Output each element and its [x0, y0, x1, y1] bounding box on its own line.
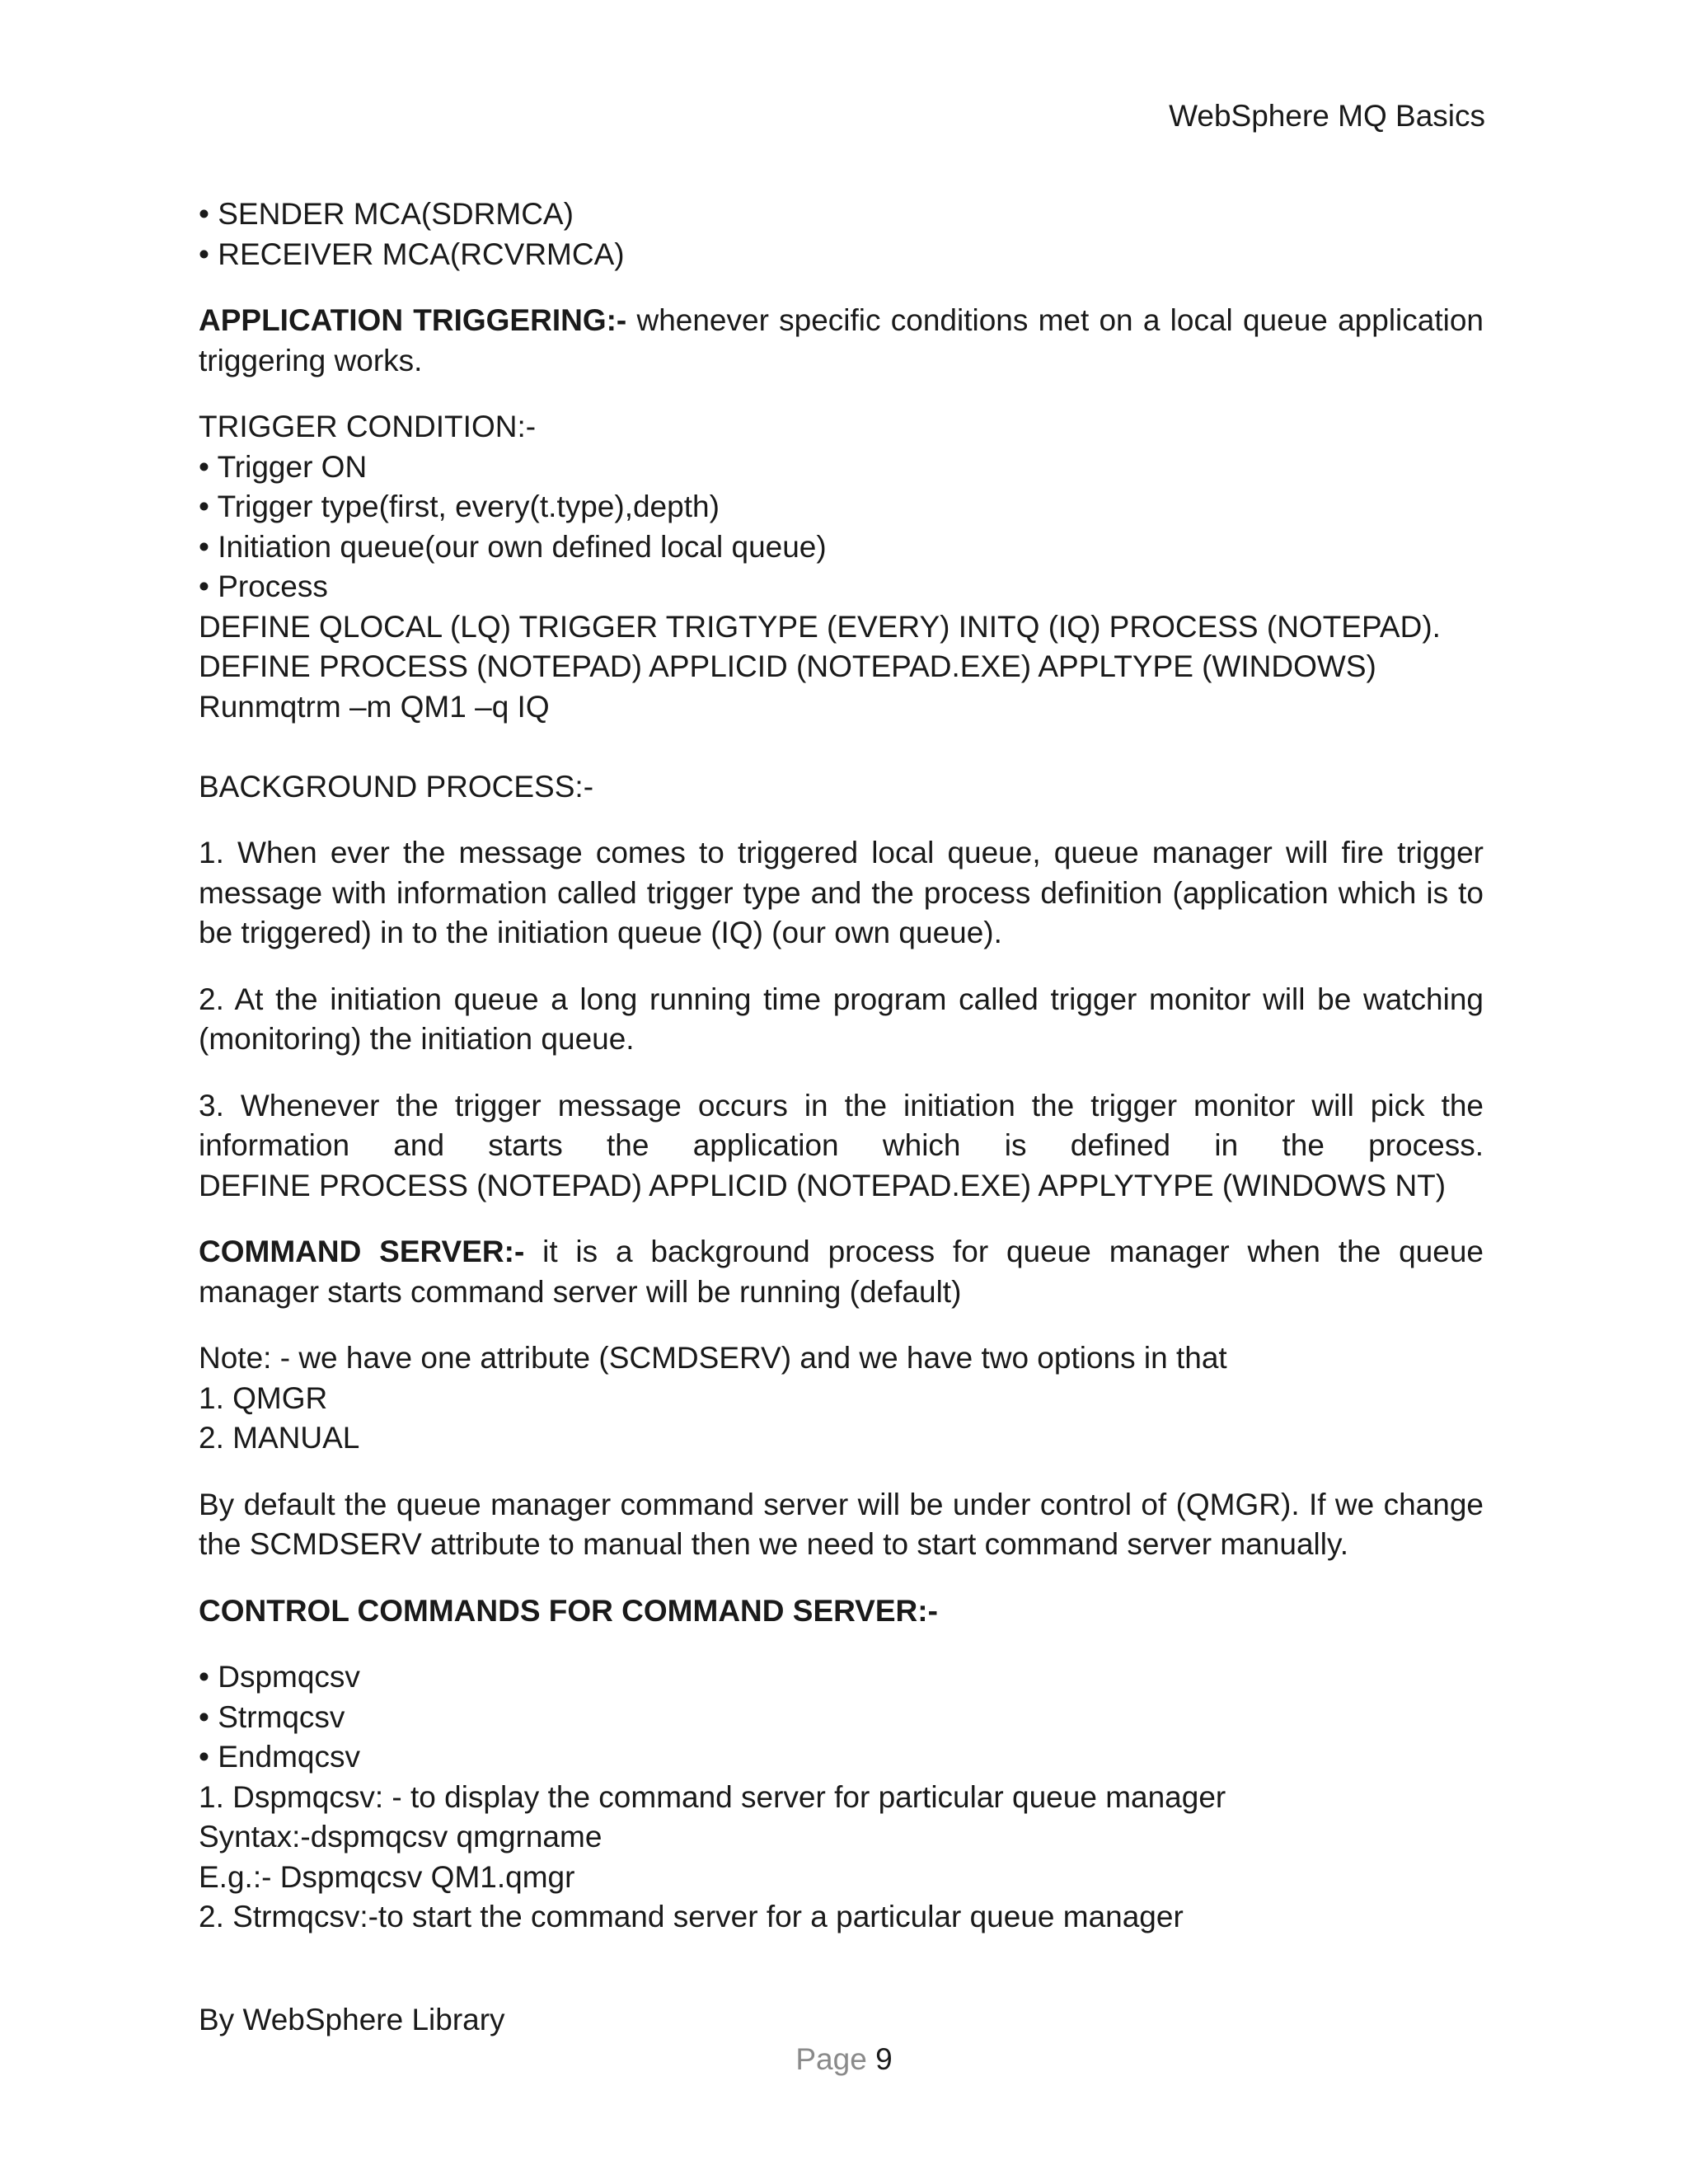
list-item: 2. Strmqcsv:-to start the command server for a particular queue manager: [199, 1900, 1184, 1933]
spacer: [199, 727, 1484, 767]
page-label: Page: [795, 2042, 876, 2076]
default-paragraph: By default the queue manager command server will be under control of (QMGR). If we change the SCMDSERV attribute to manual then we need to start command server manually.: [199, 1487, 1484, 1561]
note-text: Note: - we have one attribute (SCMDSERV) and we have two options in that: [199, 1341, 1227, 1375]
note-block: [199, 1338, 1484, 1459]
list-item: • Trigger ON: [199, 449, 368, 484]
list-item: • Process: [199, 569, 328, 603]
list-item: • RECEIVER MCA(RCVRMCA): [199, 237, 625, 271]
background-process-heading: BACKGROUND PROCESS:-: [199, 769, 594, 804]
app-triggering-text: whenever specific conditions met on a local queue application triggering works.: [199, 303, 1484, 377]
list-item: • Dspmqcsv: [199, 1660, 360, 1694]
command-line: DEFINE PROCESS (NOTEPAD) APPLICID (NOTEPAD.EXE) APPLYTYPE (WINDOWS NT): [199, 1168, 1447, 1202]
command-line: DEFINE QLOCAL (LQ) TRIGGER TRIGTYPE (EVERY) INITQ (IQ) PROCESS (NOTEPAD).: [199, 609, 1441, 644]
background-step-3-line: information and starts the application which is defined in the process.: [199, 1128, 1484, 1162]
command-server-paragraph: [199, 1232, 1484, 1312]
command-server-text: it is a background process for queue manager when the queue manager starts command server will be running (default): [199, 1235, 1484, 1309]
background-step-3: [199, 1086, 1484, 1207]
list-item: 1. QMGR: [199, 1380, 328, 1415]
control-commands-list: [199, 1657, 1484, 1938]
background-step-2: 2. At the initiation queue a long running time program called trigger monitor will be watching (monitoring) the initiation queue.: [199, 982, 1484, 1056]
list-item: • SENDER MCA(SDRMCA): [199, 197, 574, 231]
example-line: E.g.:- Dspmqcsv QM1.qmgr: [199, 1859, 575, 1894]
page-number-value: 9: [875, 2042, 893, 2076]
list-item: • Initiation queue(our own defined local queue): [199, 529, 827, 564]
app-triggering-heading: APPLICATION TRIGGERING:-: [199, 303, 627, 337]
background-step-1: 1. When ever the message comes to triggered local queue, queue manager will fire trigger message with information called trigger type and the process definition (application which is to be triggered) in to the initiation queue (IQ) (our own queue).: [199, 836, 1484, 949]
background-step-3-line: 3. Whenever the trigger message occurs in the initiation the trigger monitor will pick the: [199, 1088, 1484, 1122]
command-line: DEFINE PROCESS (NOTEPAD) APPLICID (NOTEPAD.EXE) APPLTYPE (WINDOWS): [199, 649, 1376, 683]
list-item: 1. Dspmqcsv: - to display the command server for particular queue manager: [199, 1779, 1226, 1814]
page-body: [199, 194, 1484, 1938]
list-item: • Endmqcsv: [199, 1740, 360, 1774]
syntax-line: Syntax:-dspmqcsv qmgrname: [199, 1820, 603, 1854]
mca-list: [199, 194, 1484, 274]
page-number: [0, 2041, 1688, 2079]
list-item: • Strmqcsv: [199, 1699, 345, 1734]
control-commands-heading: CONTROL COMMANDS FOR COMMAND SERVER:-: [199, 1593, 938, 1628]
command-line: Runmqtrm –m QM1 –q IQ: [199, 689, 550, 724]
app-triggering-paragraph: [199, 301, 1484, 381]
list-item: 2. MANUAL: [199, 1421, 360, 1455]
trigger-condition-heading: TRIGGER CONDITION:-: [199, 410, 537, 443]
command-server-heading: COMMAND SERVER:-: [199, 1235, 525, 1268]
list-item: • Trigger type(first, every(t.type),depth): [199, 490, 720, 523]
trigger-condition-block: [199, 407, 1484, 727]
running-header: WebSphere MQ Basics: [1169, 99, 1485, 133]
footer-author: By WebSphere Library: [199, 2003, 505, 2036]
